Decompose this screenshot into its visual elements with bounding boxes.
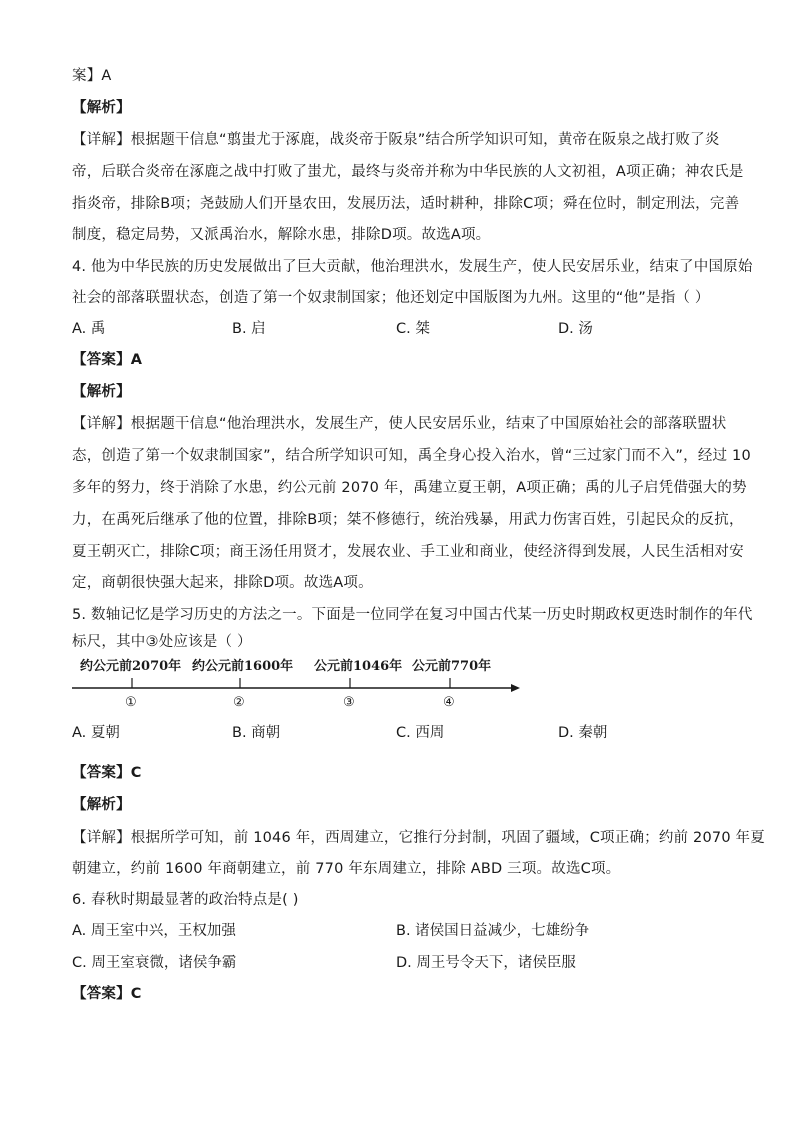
explanation-line: 态，创造了第一个奴隶制国家”，结合所学知识可知，禹全身心投入治水，曾“三过家门而不入”，经过 10 [72,448,751,464]
q4-option-b: B. 启 [232,321,266,337]
q6-option-a: A. 周王室中兴，王权加强 [72,923,236,939]
timeline-figure [68,654,528,716]
explanation-line: 【详解】根据所学可知，前 1046 年，西周建立，它推行分封制，巩固了疆域，C项正确；约前 2070 年夏 [72,830,765,846]
answer-fragment: 案】A [72,68,112,84]
answer-label: 【答案】A [72,352,143,368]
q4-option-c: C. 桀 [396,321,430,337]
explanation-line: 帝，后联合炎帝在涿鹿之战中打败了蚩尤，最终与炎帝并称为中华民族的人文初祖，A项正确；神农氏是 [72,164,744,180]
analysis-heading: 【解析】 [72,384,131,400]
explanation-line: 夏王朝灭亡，排除C项；商王汤任用贤才，发展农业、手工业和商业，使经济得到发展，人民生活相对安 [72,544,744,560]
analysis-heading: 【解析】 [72,797,131,813]
timeline-label-1: 约公元前2070年 [80,659,182,674]
q6-option-d: D. 周王号令天下，诸侯臣服 [396,955,576,971]
question-4-stem: 4. 他为中华民族的历史发展做出了巨大贡献，他治理洪水，发展生产，使人民安居乐业，结束了中国原始 [72,259,753,275]
explanation-line: 【详解】根据题干信息“翦蚩尤于涿鹿，战炎帝于阪泉”结合所学知识可知，黄帝在阪泉之战打败了炎 [72,132,720,148]
question-4-stem: 社会的部落联盟状态，创造了第一个奴隶制国家；他还划定中国版图为九州。这里的“他”是指（ ） [72,290,710,306]
question-5-stem: 5. 数轴记忆是学习历史的方法之一。下面是一位同学在复习中国古代某一历史时期政权更迭时制作的年代 [72,607,753,623]
explanation-line: 定，商朝很快强大起来，排除D项。故选A项。 [72,575,373,591]
q5-option-c: C. 西周 [396,725,445,741]
question-5-stem: 标尺，其中③处应该是（ ） [72,634,252,650]
timeline-label-3: 公元前1046年 [314,659,403,674]
q5-option-a: A. 夏朝 [72,725,120,741]
q6-option-c: C. 周王室衰微，诸侯争霸 [72,955,237,971]
question-6-stem: 6. 春秋时期最显著的政治特点是( ) [72,892,299,908]
explanation-line: 朝建立，约前 1600 年商朝建立，前 770 年东周建立，排除 ABD 三项。故选C项。 [72,861,621,877]
timeline-marker-3: ③ [343,695,355,710]
q4-option-a: A. 禹 [72,321,106,337]
timeline-label-2: 约公元前1600年 [192,659,294,674]
explanation-line: 多年的努力，终于消除了水患，约公元前 2070 年，禹建立夏王朝，A项正确；禹的儿子启凭借强大的势 [72,480,747,496]
timeline-label-4: 公元前770年 [412,659,492,674]
timeline-marker-1: ① [125,695,137,710]
explanation-line: 指炎帝，排除B项；尧鼓励人们开垦农田，发展历法，适时耕种，排除C项；舜在位时，制定刑法，完善 [72,196,740,212]
answer-label: 【答案】C [72,765,142,781]
q6-option-b: B. 诸侯国日益减少，七雄纷争 [396,923,590,939]
answer-label: 【答案】C [72,986,142,1002]
explanation-line: 【详解】根据题干信息“他治理洪水，发展生产，使人民安居乐业，结束了中国原始社会的部落联盟状 [72,416,727,432]
timeline-arrow-icon [511,684,520,692]
q4-option-d: D. 汤 [558,321,593,337]
q5-option-b: B. 商朝 [232,725,281,741]
q5-option-d: D. 秦朝 [558,725,608,741]
explanation-line: 制度，稳定局势，又派禹治水，解除水患，排除D项。故选A项。 [72,227,491,243]
timeline-marker-4: ④ [443,695,455,710]
analysis-heading: 【解析】 [72,100,131,116]
explanation-line: 力，在禹死后继承了他的位置，排除B项；桀不修德行，统治残暴，用武力伤害百姓，引起民众的反抗， [72,512,744,528]
timeline-marker-2: ② [233,695,245,710]
